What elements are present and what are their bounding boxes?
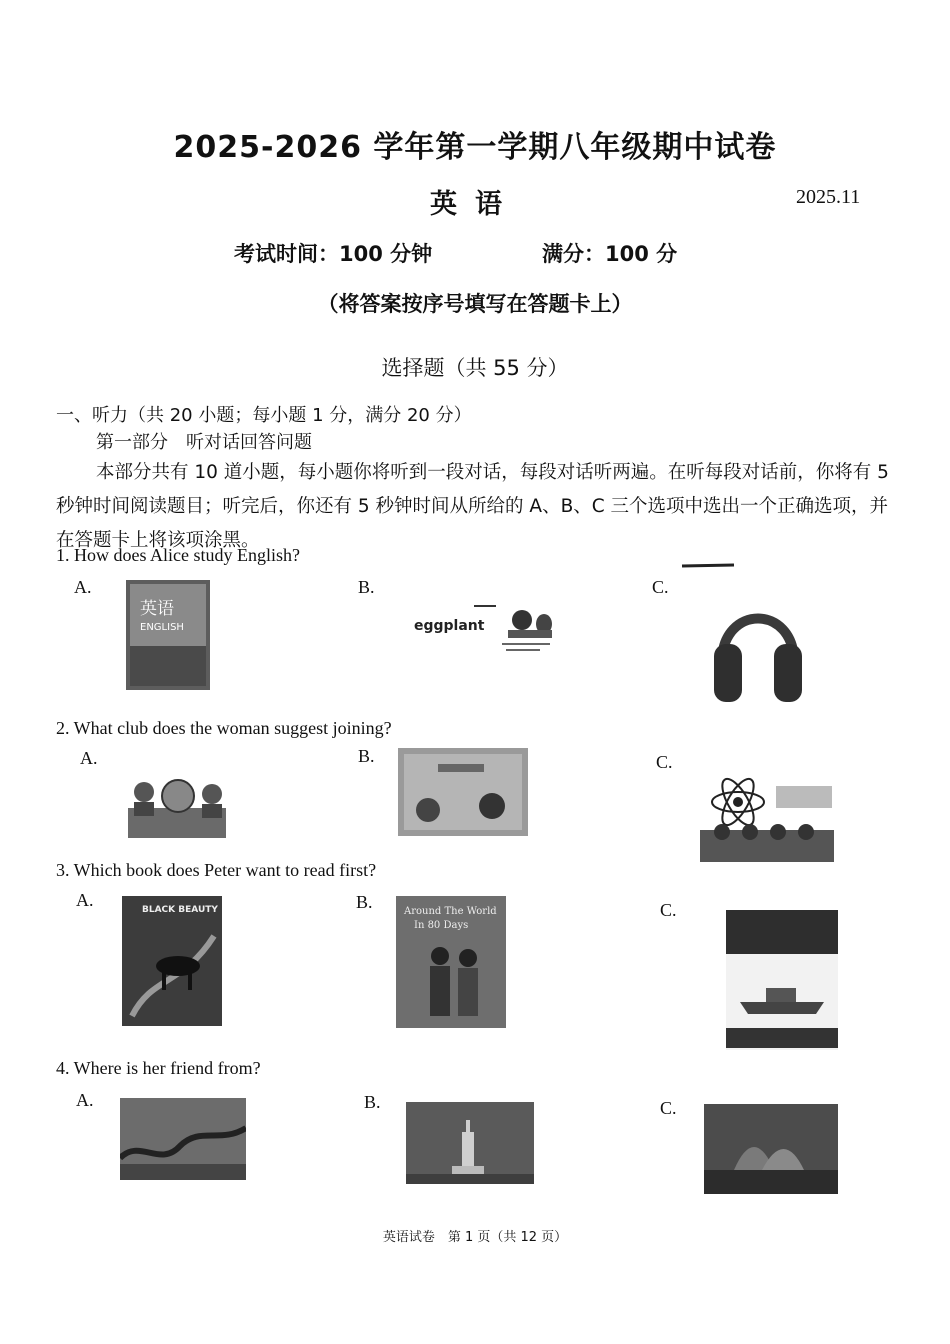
- scan-mark: [680, 562, 736, 570]
- q2-option-c-label: C.: [656, 752, 673, 772]
- exam-time: 考试时间：100 分钟: [234, 242, 433, 266]
- book-b-title-2-text: In 80 Days: [414, 920, 469, 931]
- english-textbook-image: [126, 580, 210, 690]
- q1-option-c-label: C.: [652, 577, 669, 597]
- q2-option-b-label: B.: [358, 746, 375, 766]
- q3-option-a-label: A.: [76, 890, 94, 910]
- part-heading: 一、听力（共 20 小题；每小题 1 分，满分 20 分）: [56, 405, 472, 426]
- exam-title: 2025-2026 学年第一学期八年级期中试卷: [173, 130, 777, 165]
- book-a-title-text: BLACK BEAUTY: [142, 905, 218, 915]
- q3-option-c-label: C.: [660, 900, 677, 920]
- section-title: 选择题（共 55 分）: [381, 356, 569, 380]
- science-club-image: [698, 772, 838, 868]
- q4-option-c-label: C.: [660, 1098, 677, 1118]
- q1-option-b-label: B.: [358, 577, 375, 597]
- textbook-title-text: 英语: [140, 599, 174, 619]
- question-1: 1. How does Alice study English?: [56, 545, 300, 565]
- q4-option-b-label: B.: [364, 1092, 381, 1112]
- black-beauty-book-image: [122, 896, 222, 1026]
- great-wall-image: [120, 1098, 246, 1180]
- answer-note: （将答案按序号填写在答题卡上）: [317, 292, 633, 316]
- dictionary-app-image: [410, 598, 560, 654]
- question-2: 2. What club does the woman suggest joining?: [56, 718, 392, 738]
- headphones-image: [712, 584, 804, 706]
- full-score: 满分：100 分: [542, 242, 678, 266]
- book-b-title-1-text: Around The World: [404, 906, 497, 917]
- english-club-image: [398, 748, 528, 836]
- around-the-world-book-image: [396, 896, 506, 1028]
- statue-of-liberty-image: [406, 1102, 534, 1184]
- subject-title: 英语: [430, 189, 520, 220]
- question-3: 3. Which book does Peter want to read first?: [56, 860, 377, 880]
- sydney-opera-house-image: [704, 1104, 838, 1194]
- dictionary-word-text: eggplant: [414, 618, 485, 634]
- q2-option-a-label: A.: [80, 748, 98, 768]
- q3-option-b-label: B.: [356, 892, 373, 912]
- exam-date: 2025.11: [796, 186, 861, 208]
- q1-option-a-label: A.: [74, 577, 92, 597]
- page-footer: 英语试卷 第 1 页（共 12 页）: [382, 1230, 568, 1245]
- geography-club-image: [122, 770, 232, 840]
- ship-book-image: [726, 910, 838, 1050]
- question-4: 4. Where is her friend from?: [56, 1058, 261, 1078]
- part-instructions: 本部分共有 10 道小题，每小题你将听到一段对话，每段对话听两遍。在听每段对话前，你将有 5 秒钟时间阅读题目；听完后，你还有 5 秒钟时间从所给的 A、B、C 三个选项中选出一个正确选项，并在答题卡上将该项涂黑。: [56, 462, 889, 551]
- textbook-subtitle-text: ENGLISH: [140, 622, 184, 633]
- part-subheading: 第一部分 听对话回答问题: [96, 432, 312, 453]
- q4-option-a-label: A.: [76, 1090, 94, 1110]
